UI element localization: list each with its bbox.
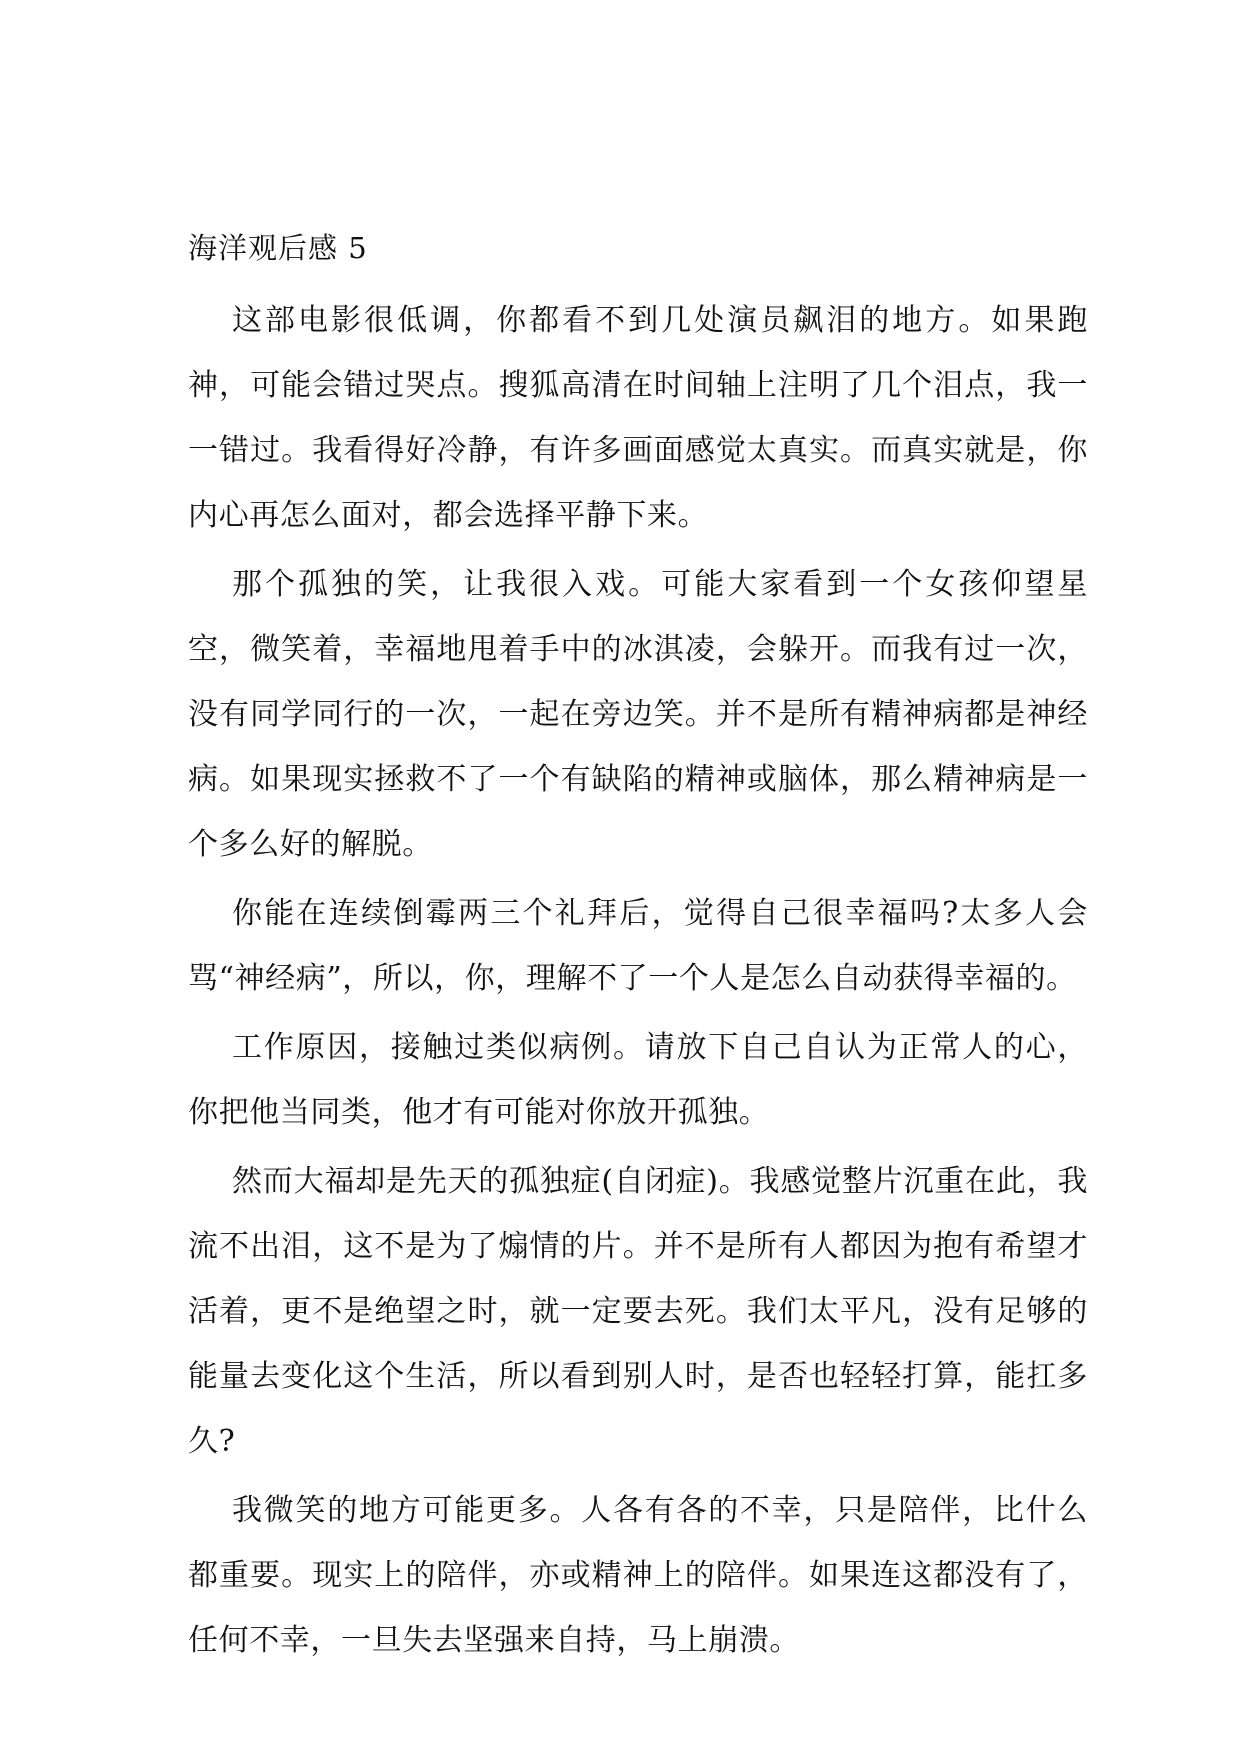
paragraph-5: 然而大福却是先天的孤独症(自闭症)。我感觉整片沉重在此，我流不出泪，这不是为了煽情的片。并不是所有人都因为抱有希望才活着，更不是绝望之时，就一定要去死。我们太平凡，没有足够的能量去变化这个生活，所以看到别人时，是否也轻轻打算，能扛多久? xyxy=(188,1164,1088,1459)
paragraph-1: 这部电影很低调，你都看不到几处演员飙泪的地方。如果跑神，可能会错过哭点。搜狐高清在时间轴上注明了几个泪点，我一一错过。我看得好冷静，有许多画面感觉太真实。而真实就是，你内心再怎么面对，都会选择平静下来。 xyxy=(188,303,1088,533)
paragraph-6: 我微笑的地方可能更多。人各有各的不幸，只是陪伴，比什么都重要。现实上的陪伴，亦或精神上的陪伴。如果连这都没有了，任何不幸，一旦失去坚强来自持，马上崩溃。 xyxy=(188,1493,1088,1658)
document-body xyxy=(188,226,1088,1677)
document-title: 海洋观后感 5 xyxy=(188,231,368,265)
paragraph-3: 你能在连续倒霉两三个礼拜后，觉得自己很幸福吗?太多人会骂“神经病”，所以，你，理解不了一个人是怎么自动获得幸福的。 xyxy=(188,896,1088,996)
paragraph-4: 工作原因，接触过类似病例。请放下自己自认为正常人的心，你把他当同类，他才有可能对你放开孤独。 xyxy=(188,1030,1088,1130)
paragraph-2: 那个孤独的笑，让我很入戏。可能大家看到一个女孩仰望星空，微笑着，幸福地甩着手中的冰淇凌，会躲开。而我有过一次，没有同学同行的一次，一起在旁边笑。并不是所有精神病都是神经病。如果现实拯救不了一个有缺陷的精神或脑体，那么精神病是一个多么好的解脱。 xyxy=(188,567,1088,862)
